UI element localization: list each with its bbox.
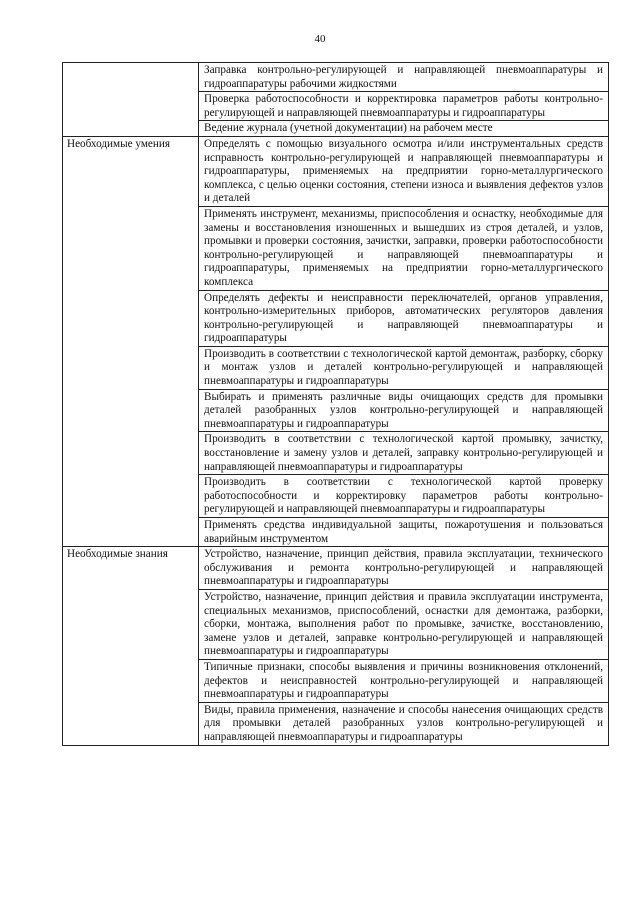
page-number: 40: [314, 33, 326, 45]
table-cell: Производить в соответствии с технологической картой промывку, зачистку, восстановление и замену узлов и деталей, заправку контрольно-регулирующей и направляющей пневмоаппаратуры и гидроаппаратуры: [199, 432, 609, 475]
table-row: [63, 63, 609, 92]
table-cell: Применять инструмент, механизмы, приспособления и оснастку, необходимые для замены и восстановления изношенных и вышедших из строя деталей, и узлов, промывки и проверки состояния, зачистки, заправки, проверки работоспособности контрольно-регулирующей и направляющей пневмоаппаратуры и гидроаппаратуры, применяемых на предприятии горно-металлургического комплекса: [199, 206, 609, 290]
required-skills-label: Необходимые умения: [63, 136, 199, 546]
table-cell: Типичные признаки, способы выявления и причины возникновения отклонений, дефектов и неисправностей контрольно-регулирующей и направляющей пневмоаппаратуры и гидроаппаратуры: [199, 659, 609, 702]
table-cell: Проверка работоспособности и корректировка параметров работы контрольно-регулирующей и направляющей пневмоаппаратуры и гидроаппаратуры: [199, 92, 609, 121]
table-row: [63, 136, 609, 206]
table-cell: Ведение журнала (учетной документации) на рабочем месте: [199, 121, 609, 137]
table-cell: Виды, правила применения, назначение и способы нанесения очищающих средств для промывки деталей разобранных узлов контрольно-регулирующей и направляющей пневмоаппаратуры и гидроаппаратуры: [199, 702, 609, 745]
table-cell: Применять средства индивидуальной защиты, пожаротушения и пользоваться аварийным инструментом: [199, 518, 609, 547]
required-knowledge-label: Необходимые знания: [63, 547, 199, 745]
table-cell: Устройство, назначение, принцип действия, правила эксплуатации, технического обслуживания и ремонта контрольно-регулирующей и направляющей пневмоаппаратуры и гидроаппаратуры: [199, 547, 609, 590]
labor-function-table: [62, 62, 609, 746]
table-cell: Определять дефекты и неисправности переключателей, органов управления, контрольно-измерительных приборов, автоматических регуляторов давления контрольно-регулирующей и направляющей пневмоаппаратуры и гидроаппаратуры: [199, 290, 609, 346]
table-cell: Выбирать и применять различные виды очищающих средств для промывки деталей разобранных узлов контрольно-регулирующей и направляющей пневмоаппаратуры и гидроаппаратуры: [199, 389, 609, 432]
row-label-empty: [63, 63, 199, 137]
table-cell: Устройство, назначение, принцип действия и правила эксплуатации инструмента, специальных механизмов, приспособлений, оснастки для демонтажа, разборки, сборки, монтажа, выполнения работ по промывке, зачистке, восстановлению, замене узлов и деталей, заправке контрольно-регулирующей и направляющей пневмоаппаратуры и гидроаппаратуры: [199, 589, 609, 659]
table-cell: Определять с помощью визуального осмотра и/или инструментальных средств исправность контрольно-регулирующей и направляющей пневмоаппаратуры и гидроаппаратуры, применяемых на предприятии горно-металлургического комплекса, с целью оценки состояния, степени износа и выявления дефектов узлов и деталей: [199, 136, 609, 206]
table-row: [63, 547, 609, 590]
table-cell: Производить в соответствии с технологической картой проверку работоспособности и корректировку параметров работы контрольно-регулирующей и направляющей пневмоаппаратуры и гидроаппаратуры: [199, 475, 609, 518]
table-cell: Заправка контрольно-регулирующей и направляющей пневмоаппаратуры и гидроаппаратуры рабочими жидкостями: [199, 63, 609, 92]
table-cell: Производить в соответствии с технологической картой демонтаж, разборку, сборку и монтаж узлов и деталей контрольно-регулирующей и направляющей пневмоаппаратуры и гидроаппаратуры: [199, 346, 609, 389]
